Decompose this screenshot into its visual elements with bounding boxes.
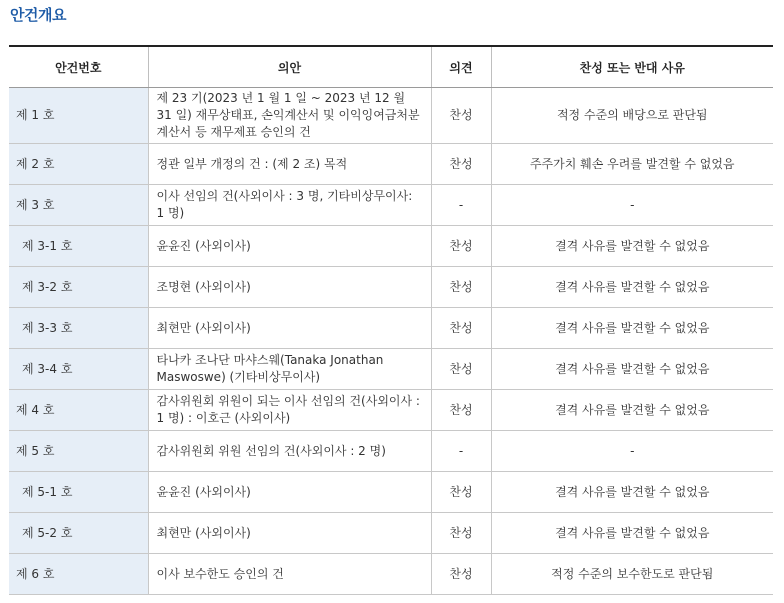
agenda-number: 제 3-2 호	[9, 267, 148, 308]
agenda-opinion: 찬성	[431, 267, 491, 308]
agenda-table	[9, 45, 773, 595]
agenda-title: 윤윤진 (사외이사)	[148, 226, 431, 267]
agenda-reason: 결격 사유를 발견할 수 없었음	[491, 349, 773, 390]
agenda-number: 제 6 호	[9, 554, 148, 595]
agenda-title: 윤윤진 (사외이사)	[148, 472, 431, 513]
agenda-opinion: 찬성	[431, 554, 491, 595]
agenda-reason: 결격 사유를 발견할 수 없었음	[491, 472, 773, 513]
agenda-title: 이사 선임의 건(사외이사 : 3 명, 기타비상무이사: 1 명)	[148, 185, 431, 226]
agenda-number: 제 2 호	[9, 144, 148, 185]
agenda-opinion: -	[431, 185, 491, 226]
header-opinion: 의견	[431, 46, 491, 88]
agenda-title: 최현만 (사외이사)	[148, 513, 431, 554]
table-row	[9, 144, 773, 185]
agenda-opinion: 찬성	[431, 144, 491, 185]
agenda-number: 제 3-3 호	[9, 308, 148, 349]
agenda-reason: 적정 수준의 배당으로 판단됨	[491, 88, 773, 144]
agenda-opinion: -	[431, 431, 491, 472]
header-number: 안건번호	[9, 46, 148, 88]
agenda-number: 제 5-2 호	[9, 513, 148, 554]
agenda-title: 감사위원회 위원 선임의 건(사외이사 : 2 명)	[148, 431, 431, 472]
table-row	[9, 472, 773, 513]
agenda-reason: 결격 사유를 발견할 수 없었음	[491, 390, 773, 431]
agenda-reason: 적정 수준의 보수한도로 판단됨	[491, 554, 773, 595]
agenda-number: 제 5 호	[9, 431, 148, 472]
agenda-reason: 결격 사유를 발견할 수 없었음	[491, 308, 773, 349]
table-row	[9, 88, 773, 144]
agenda-number: 제 3-4 호	[9, 349, 148, 390]
agenda-title: 정관 일부 개정의 건 : (제 2 조) 목적	[148, 144, 431, 185]
agenda-reason: -	[491, 431, 773, 472]
table-row	[9, 185, 773, 226]
agenda-opinion: 찬성	[431, 513, 491, 554]
agenda-title: 조명현 (사외이사)	[148, 267, 431, 308]
agenda-reason: 결격 사유를 발견할 수 없었음	[491, 267, 773, 308]
agenda-title: 이사 보수한도 승인의 건	[148, 554, 431, 595]
agenda-number: 제 4 호	[9, 390, 148, 431]
agenda-reason: 주주가치 훼손 우려를 발견할 수 없었음	[491, 144, 773, 185]
agenda-number: 제 1 호	[9, 88, 148, 144]
header-agenda: 의안	[148, 46, 431, 88]
agenda-reason: 결격 사유를 발견할 수 없었음	[491, 226, 773, 267]
agenda-opinion: 찬성	[431, 390, 491, 431]
agenda-opinion: 찬성	[431, 349, 491, 390]
table-header-row	[9, 46, 773, 88]
agenda-opinion: 찬성	[431, 472, 491, 513]
agenda-opinion: 찬성	[431, 308, 491, 349]
table-row	[9, 267, 773, 308]
table-row	[9, 349, 773, 390]
table-row	[9, 308, 773, 349]
header-reason: 찬성 또는 반대 사유	[491, 46, 773, 88]
section-title: 안건개요	[10, 6, 66, 24]
agenda-number: 제 3 호	[9, 185, 148, 226]
agenda-title: 감사위원회 위원이 되는 이사 선임의 건(사외이사 : 1 명) : 이호근 (사외이사)	[148, 390, 431, 431]
agenda-title: 타나카 조나단 마샤스웨(Tanaka Jonathan Maswoswe) (기타비상무이사)	[148, 349, 431, 390]
table-row	[9, 513, 773, 554]
table-row	[9, 226, 773, 267]
agenda-reason: 결격 사유를 발견할 수 없었음	[491, 513, 773, 554]
agenda-opinion: 찬성	[431, 88, 491, 144]
agenda-title: 제 23 기(2023 년 1 월 1 일 ~ 2023 년 12 월 31 일) 재무상태표, 손익계산서 및 이익잉여금처분계산서 등 재무제표 승인의 건	[148, 88, 431, 144]
agenda-reason: -	[491, 185, 773, 226]
agenda-number: 제 3-1 호	[9, 226, 148, 267]
agenda-title: 최현만 (사외이사)	[148, 308, 431, 349]
table-row	[9, 431, 773, 472]
table-row	[9, 554, 773, 595]
table-row	[9, 390, 773, 431]
agenda-opinion: 찬성	[431, 226, 491, 267]
agenda-number: 제 5-1 호	[9, 472, 148, 513]
